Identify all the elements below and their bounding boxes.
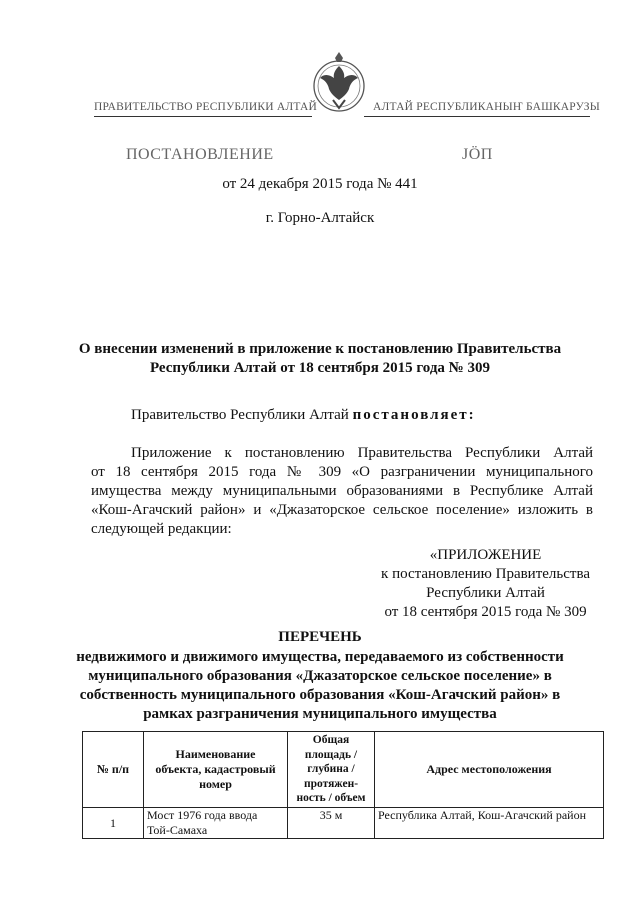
list-subtitle-line: муниципального образования «Джазаторское сельское поселение» в (88, 668, 552, 684)
header-name (144, 732, 288, 808)
header-name-line: объекта, кадастровый (155, 762, 276, 776)
header-name-line: номер (199, 777, 232, 791)
property-table (82, 731, 604, 839)
appendix-line: «ПРИЛОЖЕНИЕ (429, 547, 542, 563)
header-area-line: Общая (312, 734, 350, 747)
cell-name (144, 808, 288, 839)
document-title (0, 340, 640, 378)
header-name-line: Наименование (175, 747, 256, 761)
header-area-line: площадь / (304, 748, 358, 761)
appendix-line: Республики Алтай (426, 585, 545, 601)
header-area (288, 732, 375, 808)
appendix-line: от 18 сентября 2015 года № 309 (384, 604, 587, 620)
government-name-alt: АЛТАЙ РЕСПУБЛИКАНЫҤ БАШКАРУЗЫ (373, 101, 600, 113)
document-date: от 24 декабря 2015 года № 441 (222, 176, 418, 192)
header-area-line: глубина / (307, 763, 355, 776)
list-subtitle-line: недвижимого и движимого имущества, передаваемого из собственности (76, 649, 564, 665)
cell-num: 1 (83, 808, 144, 839)
body-paragraph (91, 444, 593, 539)
header-divider-left (94, 116, 312, 117)
coat-of-arms-emblem (311, 52, 367, 128)
cell-address: Республика Алтай, Кош-Агачский район (375, 808, 604, 839)
list-subtitle-line: собственность муниципального образования «Кош-Агачский район» в (79, 687, 561, 703)
decree-word: постановляет: (352, 407, 476, 423)
title-line: Республики Алтай от 18 сентября 2015 года № 309 (149, 360, 491, 376)
header-area-line: ность / объем (296, 792, 366, 805)
document-city: г. Горно-Алтайск (265, 210, 375, 226)
header-address: Адрес местоположения (375, 732, 604, 808)
document-type-alt: JÖП (462, 146, 493, 163)
decree-statement (131, 406, 633, 425)
decree-prefix: Правительство Республики Алтай (131, 407, 353, 423)
table-row (83, 808, 604, 839)
header-area-line: протяжен- (303, 777, 359, 790)
body-line: следующей редакции: (91, 521, 232, 537)
cell-name-line: Мост 1976 года ввода (147, 808, 258, 822)
cell-area: 35 м (288, 808, 375, 839)
title-line: О внесении изменений в приложение к постановлению Правительства (78, 341, 562, 357)
body-line: Приложение к постановлению Правительства Республики Алтай (131, 445, 593, 461)
appendix-line: к постановлению Правительства (381, 566, 590, 582)
body-line: «Кош-Агачский район» и «Джазаторское сельское поселение» изложить в (91, 502, 593, 518)
list-subtitle-line: рамках разграничения муниципального имущества (143, 706, 497, 722)
cell-name-line: Той-Самаха (147, 823, 208, 837)
list-title: ПЕРЕЧЕНЬ (278, 629, 362, 645)
header-divider-right (364, 116, 590, 117)
government-name-ru: ПРАВИТЕЛЬСТВО РЕСПУБЛИКИ АЛТАЙ (94, 101, 318, 113)
appendix-block (381, 546, 590, 622)
body-line: от 18 сентября 2015 года № 309 «О разграничении муниципального (91, 464, 593, 480)
list-subtitle (0, 648, 640, 724)
body-line: имущества между муниципальными образованиями в Республике Алтай (91, 483, 593, 499)
table-header-row (83, 732, 604, 808)
document-type-ru: ПОСТАНОВЛЕНИЕ (126, 146, 274, 163)
header-num: № п/п (83, 732, 144, 808)
